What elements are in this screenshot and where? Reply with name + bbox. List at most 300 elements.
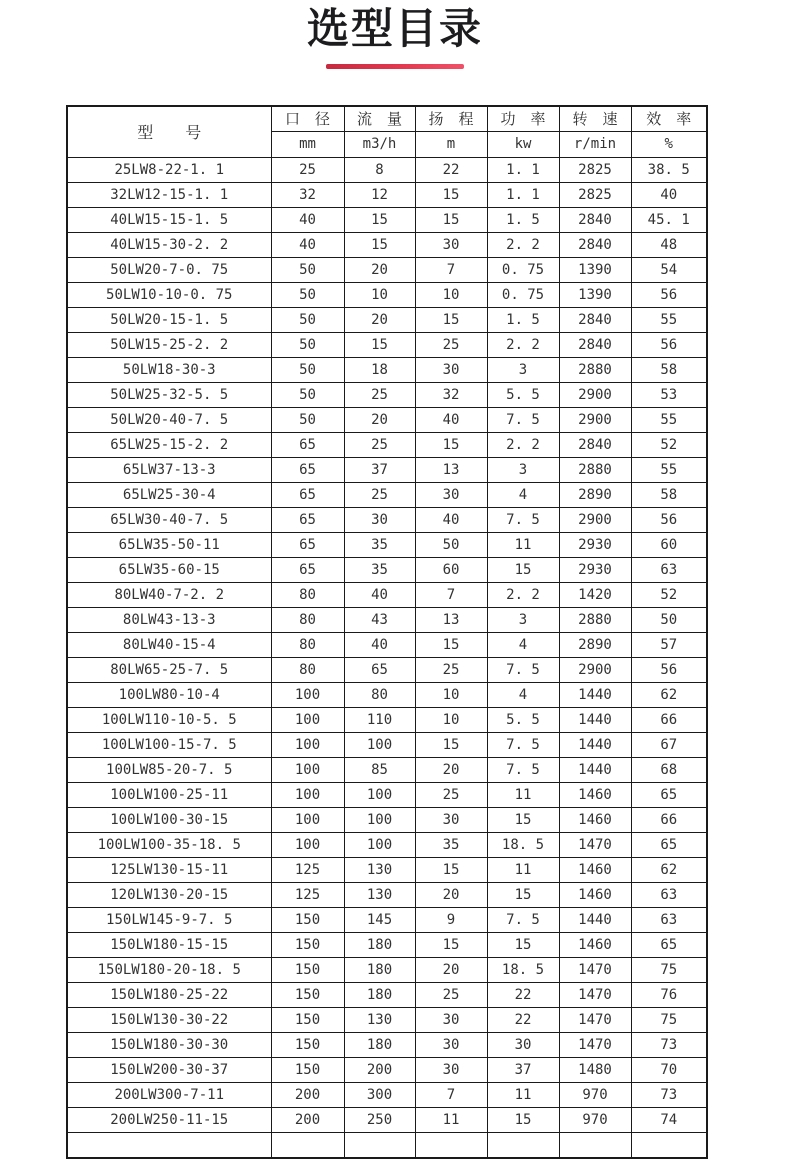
efficiency-cell: 56 [631, 282, 707, 307]
power-cell: 22 [487, 982, 559, 1007]
efficiency-cell: 40 [631, 182, 707, 207]
power-cell: 7. 5 [487, 507, 559, 532]
power-cell: 11 [487, 532, 559, 557]
efficiency-cell: 48 [631, 232, 707, 257]
power-cell: 2. 2 [487, 332, 559, 357]
model-cell: 80LW43-13-3 [67, 607, 271, 632]
head-cell: 10 [415, 707, 487, 732]
column-header-diameter: 口 径 [271, 106, 344, 131]
table-row [67, 1057, 707, 1082]
speed-cell: 2930 [559, 532, 631, 557]
table-row [67, 632, 707, 657]
model-cell: 125LW130-15-11 [67, 857, 271, 882]
efficiency-cell: 54 [631, 257, 707, 282]
power-cell: 2. 2 [487, 232, 559, 257]
page-title: 选型目录 [306, 5, 483, 52]
column-header-efficiency: 效 率 [631, 106, 707, 131]
table-row [67, 682, 707, 707]
speed-cell: 2880 [559, 457, 631, 482]
pump-selection-table [66, 105, 708, 1159]
power-cell: 2. 2 [487, 582, 559, 607]
speed-cell: 1460 [559, 782, 631, 807]
table-row [67, 507, 707, 532]
speed-cell [559, 1132, 631, 1158]
efficiency-cell: 58 [631, 357, 707, 382]
model-cell: 40LW15-30-2. 2 [67, 232, 271, 257]
model-cell: 150LW180-25-22 [67, 982, 271, 1007]
flow-cell: 145 [344, 907, 415, 932]
flow-cell: 130 [344, 857, 415, 882]
flow-cell: 43 [344, 607, 415, 632]
diameter-cell: 32 [271, 182, 344, 207]
flow-cell: 200 [344, 1057, 415, 1082]
model-cell: 65LW35-60-15 [67, 557, 271, 582]
flow-cell: 30 [344, 507, 415, 532]
speed-cell: 1440 [559, 707, 631, 732]
power-cell: 11 [487, 857, 559, 882]
efficiency-cell: 63 [631, 557, 707, 582]
model-cell: 150LW200-30-37 [67, 1057, 271, 1082]
head-cell: 35 [415, 832, 487, 857]
power-cell: 1. 5 [487, 307, 559, 332]
efficiency-cell: 73 [631, 1082, 707, 1107]
model-cell: 65LW25-15-2. 2 [67, 432, 271, 457]
model-column-header: 型 号 [67, 106, 271, 157]
title-underline-decoration [326, 64, 464, 69]
partial-clipped-row [67, 1132, 707, 1158]
head-cell: 10 [415, 682, 487, 707]
flow-cell: 12 [344, 182, 415, 207]
head-cell: 7 [415, 582, 487, 607]
flow-cell: 20 [344, 307, 415, 332]
flow-cell: 130 [344, 1007, 415, 1032]
efficiency-cell: 45. 1 [631, 207, 707, 232]
head-cell: 25 [415, 782, 487, 807]
diameter-cell: 50 [271, 407, 344, 432]
flow-cell: 25 [344, 382, 415, 407]
table-row [67, 482, 707, 507]
unit-head: m [415, 131, 487, 157]
power-cell: 7. 5 [487, 907, 559, 932]
diameter-cell: 100 [271, 832, 344, 857]
flow-cell: 80 [344, 682, 415, 707]
speed-cell: 1440 [559, 732, 631, 757]
model-cell: 50LW25-32-5. 5 [67, 382, 271, 407]
diameter-cell: 200 [271, 1082, 344, 1107]
head-cell: 30 [415, 1032, 487, 1057]
efficiency-cell: 55 [631, 457, 707, 482]
head-cell: 7 [415, 257, 487, 282]
efficiency-cell [631, 1132, 707, 1158]
efficiency-cell: 56 [631, 657, 707, 682]
power-cell: 5. 5 [487, 707, 559, 732]
efficiency-cell: 57 [631, 632, 707, 657]
model-cell: 50LW20-7-0. 75 [67, 257, 271, 282]
diameter-cell: 100 [271, 707, 344, 732]
power-cell: 2. 2 [487, 432, 559, 457]
unit-flow: m3/h [344, 131, 415, 157]
table-row [67, 207, 707, 232]
table-row [67, 532, 707, 557]
model-cell: 150LW180-20-18. 5 [67, 957, 271, 982]
efficiency-cell: 63 [631, 907, 707, 932]
table-header [67, 106, 707, 157]
flow-cell: 180 [344, 932, 415, 957]
diameter-cell: 100 [271, 807, 344, 832]
model-cell: 120LW130-20-15 [67, 882, 271, 907]
diameter-cell: 150 [271, 932, 344, 957]
head-cell: 40 [415, 407, 487, 432]
speed-cell: 1470 [559, 1007, 631, 1032]
head-cell: 13 [415, 607, 487, 632]
efficiency-cell: 76 [631, 982, 707, 1007]
model-cell: 80LW40-7-2. 2 [67, 582, 271, 607]
efficiency-cell: 55 [631, 407, 707, 432]
speed-cell: 2900 [559, 407, 631, 432]
speed-cell: 1440 [559, 907, 631, 932]
efficiency-cell: 58 [631, 482, 707, 507]
diameter-cell [271, 1132, 344, 1158]
flow-cell: 15 [344, 332, 415, 357]
diameter-cell: 50 [271, 332, 344, 357]
model-cell: 50LW15-25-2. 2 [67, 332, 271, 357]
head-cell: 25 [415, 982, 487, 1007]
efficiency-cell: 66 [631, 807, 707, 832]
diameter-cell: 150 [271, 982, 344, 1007]
table-row [67, 857, 707, 882]
power-cell: 30 [487, 1032, 559, 1057]
table-row [67, 457, 707, 482]
speed-cell: 2900 [559, 382, 631, 407]
flow-cell: 110 [344, 707, 415, 732]
table-row [67, 707, 707, 732]
speed-cell: 1470 [559, 832, 631, 857]
table-row [67, 957, 707, 982]
power-cell: 11 [487, 782, 559, 807]
flow-cell: 15 [344, 207, 415, 232]
efficiency-cell: 75 [631, 957, 707, 982]
model-cell: 100LW100-25-11 [67, 782, 271, 807]
speed-cell: 2890 [559, 632, 631, 657]
efficiency-cell: 65 [631, 782, 707, 807]
speed-cell: 2880 [559, 357, 631, 382]
speed-cell: 1460 [559, 882, 631, 907]
head-cell: 30 [415, 482, 487, 507]
efficiency-cell: 66 [631, 707, 707, 732]
diameter-cell: 50 [271, 357, 344, 382]
speed-cell: 2840 [559, 307, 631, 332]
model-cell: 100LW80-10-4 [67, 682, 271, 707]
power-cell: 7. 5 [487, 732, 559, 757]
model-cell: 200LW300-7-11 [67, 1082, 271, 1107]
model-cell: 100LW100-35-18. 5 [67, 832, 271, 857]
head-cell: 15 [415, 732, 487, 757]
efficiency-cell: 53 [631, 382, 707, 407]
diameter-cell: 80 [271, 657, 344, 682]
efficiency-cell: 60 [631, 532, 707, 557]
column-header-speed: 转 速 [559, 106, 631, 131]
power-cell: 7. 5 [487, 757, 559, 782]
power-cell: 4 [487, 482, 559, 507]
head-cell: 30 [415, 232, 487, 257]
head-cell: 7 [415, 1082, 487, 1107]
model-cell: 150LW180-15-15 [67, 932, 271, 957]
speed-cell: 1470 [559, 1032, 631, 1057]
power-cell: 15 [487, 882, 559, 907]
diameter-cell: 100 [271, 757, 344, 782]
column-header-flow: 流 量 [344, 106, 415, 131]
diameter-cell: 65 [271, 507, 344, 532]
speed-cell: 1390 [559, 282, 631, 307]
power-cell: 1. 1 [487, 182, 559, 207]
head-cell: 10 [415, 282, 487, 307]
table-row [67, 582, 707, 607]
flow-cell: 100 [344, 782, 415, 807]
power-cell: 15 [487, 557, 559, 582]
power-cell: 15 [487, 1107, 559, 1132]
power-cell: 4 [487, 682, 559, 707]
diameter-cell: 40 [271, 232, 344, 257]
model-cell: 100LW100-30-15 [67, 807, 271, 832]
table-row [67, 182, 707, 207]
head-cell: 13 [415, 457, 487, 482]
head-cell: 15 [415, 857, 487, 882]
speed-cell: 2930 [559, 557, 631, 582]
diameter-cell: 80 [271, 632, 344, 657]
power-cell: 0. 75 [487, 257, 559, 282]
flow-cell: 40 [344, 582, 415, 607]
column-header-head: 扬 程 [415, 106, 487, 131]
model-cell: 150LW130-30-22 [67, 1007, 271, 1032]
table-row [67, 382, 707, 407]
diameter-cell: 150 [271, 1032, 344, 1057]
diameter-cell: 100 [271, 782, 344, 807]
table-row [67, 1007, 707, 1032]
diameter-cell: 50 [271, 282, 344, 307]
table-row [67, 432, 707, 457]
head-cell: 15 [415, 932, 487, 957]
table-row [67, 307, 707, 332]
speed-cell: 2840 [559, 207, 631, 232]
power-cell: 15 [487, 932, 559, 957]
model-cell: 32LW12-15-1. 1 [67, 182, 271, 207]
speed-cell: 2840 [559, 332, 631, 357]
speed-cell: 2900 [559, 507, 631, 532]
efficiency-cell: 52 [631, 432, 707, 457]
diameter-cell: 150 [271, 957, 344, 982]
efficiency-cell: 75 [631, 1007, 707, 1032]
flow-cell: 37 [344, 457, 415, 482]
power-cell: 3 [487, 457, 559, 482]
diameter-cell: 25 [271, 157, 344, 182]
speed-cell: 2900 [559, 657, 631, 682]
flow-cell: 65 [344, 657, 415, 682]
model-cell: 50LW20-40-7. 5 [67, 407, 271, 432]
speed-cell: 2840 [559, 232, 631, 257]
head-cell: 40 [415, 507, 487, 532]
table-row [67, 907, 707, 932]
head-cell: 60 [415, 557, 487, 582]
flow-cell: 250 [344, 1107, 415, 1132]
flow-cell: 300 [344, 1082, 415, 1107]
table-row [67, 332, 707, 357]
efficiency-cell: 63 [631, 882, 707, 907]
head-cell: 20 [415, 757, 487, 782]
unit-diameter: mm [271, 131, 344, 157]
table-row [67, 257, 707, 282]
flow-cell: 180 [344, 982, 415, 1007]
head-cell: 11 [415, 1107, 487, 1132]
speed-cell: 1470 [559, 982, 631, 1007]
speed-cell: 1460 [559, 807, 631, 832]
efficiency-cell: 68 [631, 757, 707, 782]
efficiency-cell: 62 [631, 682, 707, 707]
table-row [67, 1082, 707, 1107]
efficiency-cell: 50 [631, 607, 707, 632]
model-cell: 65LW35-50-11 [67, 532, 271, 557]
table-row [67, 607, 707, 632]
model-cell: 50LW20-15-1. 5 [67, 307, 271, 332]
speed-cell: 1460 [559, 932, 631, 957]
diameter-cell: 125 [271, 857, 344, 882]
flow-cell: 20 [344, 407, 415, 432]
efficiency-cell: 62 [631, 857, 707, 882]
table-row [67, 657, 707, 682]
power-cell: 7. 5 [487, 657, 559, 682]
head-cell: 20 [415, 882, 487, 907]
efficiency-cell: 65 [631, 832, 707, 857]
diameter-cell: 50 [271, 382, 344, 407]
head-cell: 22 [415, 157, 487, 182]
flow-cell: 180 [344, 957, 415, 982]
diameter-cell: 65 [271, 457, 344, 482]
header-label-row [67, 106, 707, 131]
flow-cell: 100 [344, 807, 415, 832]
speed-cell: 1440 [559, 757, 631, 782]
flow-cell: 8 [344, 157, 415, 182]
power-cell: 7. 5 [487, 407, 559, 432]
table-row [67, 832, 707, 857]
model-cell: 150LW145-9-7. 5 [67, 907, 271, 932]
diameter-cell: 65 [271, 532, 344, 557]
model-cell: 80LW40-15-4 [67, 632, 271, 657]
diameter-cell: 65 [271, 557, 344, 582]
power-cell: 37 [487, 1057, 559, 1082]
speed-cell: 1390 [559, 257, 631, 282]
speed-cell: 1470 [559, 957, 631, 982]
table-row [67, 557, 707, 582]
head-cell: 15 [415, 432, 487, 457]
diameter-cell: 150 [271, 1007, 344, 1032]
model-cell: 100LW110-10-5. 5 [67, 707, 271, 732]
head-cell: 50 [415, 532, 487, 557]
model-cell: 80LW65-25-7. 5 [67, 657, 271, 682]
power-cell: 11 [487, 1082, 559, 1107]
table-row [67, 732, 707, 757]
model-cell: 50LW18-30-3 [67, 357, 271, 382]
unit-efficiency: % [631, 131, 707, 157]
speed-cell: 2840 [559, 432, 631, 457]
flow-cell: 100 [344, 832, 415, 857]
head-cell: 30 [415, 1007, 487, 1032]
model-cell: 25LW8-22-1. 1 [67, 157, 271, 182]
table-row [67, 982, 707, 1007]
table-body [67, 157, 707, 1158]
speed-cell: 970 [559, 1082, 631, 1107]
table-row [67, 807, 707, 832]
column-header-power: 功 率 [487, 106, 559, 131]
speed-cell: 1460 [559, 857, 631, 882]
table-row [67, 282, 707, 307]
head-cell: 20 [415, 957, 487, 982]
diameter-cell: 80 [271, 582, 344, 607]
model-cell: 100LW85-20-7. 5 [67, 757, 271, 782]
power-cell [487, 1132, 559, 1158]
unit-power: kw [487, 131, 559, 157]
model-cell: 65LW25-30-4 [67, 482, 271, 507]
speed-cell: 1440 [559, 682, 631, 707]
efficiency-cell: 67 [631, 732, 707, 757]
efficiency-cell: 56 [631, 507, 707, 532]
diameter-cell: 50 [271, 307, 344, 332]
power-cell: 3 [487, 357, 559, 382]
efficiency-cell: 38. 5 [631, 157, 707, 182]
speed-cell: 1480 [559, 1057, 631, 1082]
flow-cell: 18 [344, 357, 415, 382]
model-cell: 65LW30-40-7. 5 [67, 507, 271, 532]
head-cell: 15 [415, 307, 487, 332]
power-cell: 1. 5 [487, 207, 559, 232]
model-cell: 40LW15-15-1. 5 [67, 207, 271, 232]
table-row [67, 1032, 707, 1057]
table-row [67, 882, 707, 907]
table-row [67, 782, 707, 807]
efficiency-cell: 56 [631, 332, 707, 357]
diameter-cell: 125 [271, 882, 344, 907]
speed-cell: 970 [559, 1107, 631, 1132]
diameter-cell: 80 [271, 607, 344, 632]
flow-cell: 85 [344, 757, 415, 782]
efficiency-cell: 74 [631, 1107, 707, 1132]
head-cell: 25 [415, 332, 487, 357]
efficiency-cell: 70 [631, 1057, 707, 1082]
head-cell: 15 [415, 632, 487, 657]
unit-speed: r/min [559, 131, 631, 157]
table-row [67, 407, 707, 432]
flow-cell: 20 [344, 257, 415, 282]
flow-cell: 35 [344, 532, 415, 557]
diameter-cell: 200 [271, 1107, 344, 1132]
head-cell: 30 [415, 807, 487, 832]
model-cell: 200LW250-11-15 [67, 1107, 271, 1132]
flow-cell: 25 [344, 432, 415, 457]
efficiency-cell: 55 [631, 307, 707, 332]
model-cell: 65LW37-13-3 [67, 457, 271, 482]
power-cell: 1. 1 [487, 157, 559, 182]
flow-cell: 25 [344, 482, 415, 507]
table-row [67, 357, 707, 382]
flow-cell: 35 [344, 557, 415, 582]
diameter-cell: 65 [271, 432, 344, 457]
diameter-cell: 100 [271, 682, 344, 707]
head-cell: 25 [415, 657, 487, 682]
model-cell: 50LW10-10-0. 75 [67, 282, 271, 307]
speed-cell: 2890 [559, 482, 631, 507]
model-cell [67, 1132, 271, 1158]
flow-cell: 40 [344, 632, 415, 657]
table-row [67, 757, 707, 782]
power-cell: 5. 5 [487, 382, 559, 407]
